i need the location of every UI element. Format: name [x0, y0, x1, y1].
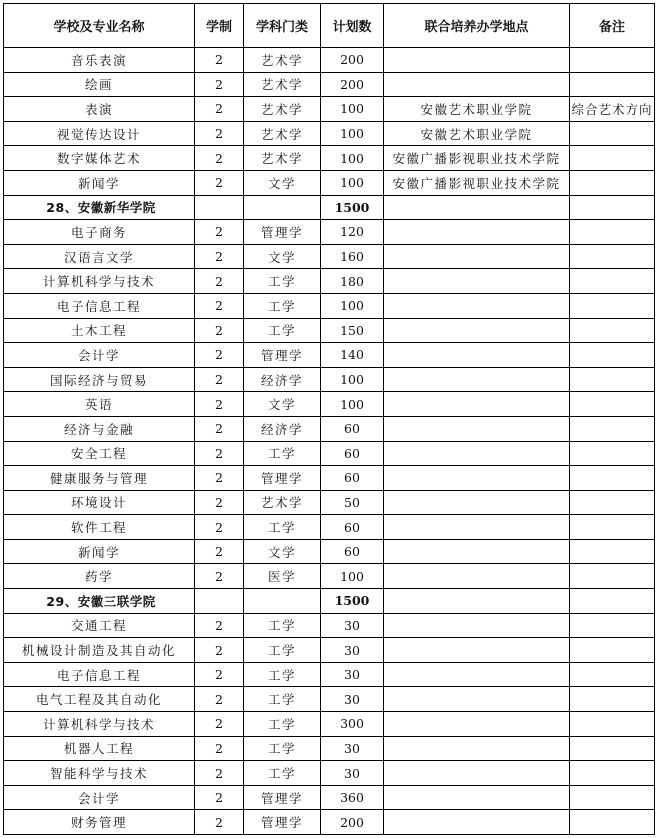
plan-count: 100: [321, 564, 384, 589]
years: 2: [195, 293, 244, 318]
major-name: 机械设计制造及其自动化: [4, 638, 195, 663]
table-row: [4, 121, 655, 146]
table-row: [4, 810, 655, 835]
table-row: [4, 441, 655, 466]
plan-count: 30: [321, 736, 384, 761]
table-row: [4, 687, 655, 712]
table-row: [4, 613, 655, 638]
major-name: 计算机科学与技术: [4, 269, 195, 294]
category: 医学: [244, 564, 321, 589]
plan-count: 200: [321, 810, 384, 835]
table-row: [4, 48, 655, 73]
plan-count: 60: [321, 515, 384, 540]
table-row: [4, 343, 655, 368]
years: 2: [195, 736, 244, 761]
plan-count: 200: [321, 48, 384, 73]
years: 2: [195, 343, 244, 368]
note: [570, 638, 655, 663]
table-row: [4, 146, 655, 171]
table-row: [4, 761, 655, 786]
plan-count: 100: [321, 121, 384, 146]
note: [570, 367, 655, 392]
school-name: 28、安徽新华学院: [4, 195, 195, 220]
years: 2: [195, 269, 244, 294]
major-name: 英语: [4, 392, 195, 417]
plan-count: 30: [321, 638, 384, 663]
years: 2: [195, 662, 244, 687]
major-name: 电子信息工程: [4, 662, 195, 687]
joint-site: [384, 220, 570, 245]
category: 管理学: [244, 343, 321, 368]
years: 2: [195, 48, 244, 73]
table-row: [4, 392, 655, 417]
table-row: [4, 220, 655, 245]
plan-count: 100: [321, 97, 384, 122]
table-row: [4, 367, 655, 392]
table-row: [4, 72, 655, 97]
category: 艺术学: [244, 490, 321, 515]
plan-count: 30: [321, 687, 384, 712]
joint-site: [384, 712, 570, 737]
joint-site: [384, 293, 570, 318]
note: 综合艺术方向: [570, 97, 655, 122]
note: [570, 195, 655, 220]
header-category: 学科门类: [244, 4, 321, 48]
table-row: [4, 662, 655, 687]
category: 文学: [244, 392, 321, 417]
header-count: 计划数: [321, 4, 384, 48]
major-name: 汉语言文学: [4, 244, 195, 269]
note: [570, 72, 655, 97]
joint-site: [384, 638, 570, 663]
plan-count: 100: [321, 392, 384, 417]
years: 2: [195, 416, 244, 441]
table-row: [4, 97, 655, 122]
major-name: 电子商务: [4, 220, 195, 245]
category: 工学: [244, 712, 321, 737]
category: 管理学: [244, 810, 321, 835]
note: [570, 466, 655, 491]
plan-count: 100: [321, 293, 384, 318]
major-name: 财务管理: [4, 810, 195, 835]
table-row: [4, 638, 655, 663]
note: [570, 121, 655, 146]
category: 工学: [244, 662, 321, 687]
category: 工学: [244, 269, 321, 294]
table-row: [4, 318, 655, 343]
category: 艺术学: [244, 72, 321, 97]
years: 2: [195, 687, 244, 712]
plan-count: 50: [321, 490, 384, 515]
note: [570, 539, 655, 564]
years: 2: [195, 244, 244, 269]
plan-count: 60: [321, 441, 384, 466]
years: 2: [195, 761, 244, 786]
years: 2: [195, 121, 244, 146]
table-row: [4, 293, 655, 318]
enrollment-plan-table: [3, 3, 655, 835]
major-name: 表演: [4, 97, 195, 122]
category: 工学: [244, 515, 321, 540]
header-school-major: 学校及专业名称: [4, 4, 195, 48]
joint-site: [384, 589, 570, 614]
category: 工学: [244, 293, 321, 318]
table-body: [4, 48, 655, 835]
table-row: [4, 416, 655, 441]
school-name: 29、安徽三联学院: [4, 589, 195, 614]
major-name: 经济与金融: [4, 416, 195, 441]
joint-site: [384, 367, 570, 392]
category: 工学: [244, 736, 321, 761]
joint-site: [384, 761, 570, 786]
plan-count: 160: [321, 244, 384, 269]
plan-count: 60: [321, 416, 384, 441]
category: 经济学: [244, 416, 321, 441]
joint-site: [384, 72, 570, 97]
plan-count: 30: [321, 761, 384, 786]
major-name: 机器人工程: [4, 736, 195, 761]
major-name: 国际经济与贸易: [4, 367, 195, 392]
joint-site: [384, 736, 570, 761]
years: 2: [195, 146, 244, 171]
category: 工学: [244, 638, 321, 663]
major-name: 健康服务与管理: [4, 466, 195, 491]
plan-count: 180: [321, 269, 384, 294]
years: 2: [195, 785, 244, 810]
joint-site: [384, 416, 570, 441]
major-name: 土木工程: [4, 318, 195, 343]
major-name: 软件工程: [4, 515, 195, 540]
joint-site: [384, 687, 570, 712]
category: 工学: [244, 441, 321, 466]
table-row: [4, 564, 655, 589]
joint-site: 安徽广播影视职业技术学院: [384, 170, 570, 195]
header-joint-site: 联合培养办学地点: [384, 4, 570, 48]
years: 2: [195, 220, 244, 245]
table-row: [4, 539, 655, 564]
years: 2: [195, 466, 244, 491]
note: [570, 490, 655, 515]
table-row: [4, 466, 655, 491]
joint-site: [384, 195, 570, 220]
note: [570, 687, 655, 712]
years: [195, 589, 244, 614]
category: 工学: [244, 687, 321, 712]
plan-count: 300: [321, 712, 384, 737]
joint-site: [384, 810, 570, 835]
plan-count: 1500: [321, 195, 384, 220]
joint-site: [384, 343, 570, 368]
section-row: [4, 589, 655, 614]
years: 2: [195, 441, 244, 466]
category: 艺术学: [244, 121, 321, 146]
note: [570, 293, 655, 318]
category: 经济学: [244, 367, 321, 392]
note: [570, 48, 655, 73]
note: [570, 220, 655, 245]
plan-count: 100: [321, 367, 384, 392]
table-row: [4, 244, 655, 269]
category: 文学: [244, 244, 321, 269]
category: 管理学: [244, 466, 321, 491]
joint-site: [384, 48, 570, 73]
plan-count: 30: [321, 662, 384, 687]
major-name: 环境设计: [4, 490, 195, 515]
header-note: 备注: [570, 4, 655, 48]
years: 2: [195, 613, 244, 638]
table-row: [4, 515, 655, 540]
note: [570, 515, 655, 540]
joint-site: [384, 318, 570, 343]
table-row: [4, 785, 655, 810]
years: 2: [195, 367, 244, 392]
major-name: 智能科学与技术: [4, 761, 195, 786]
joint-site: [384, 392, 570, 417]
major-name: 药学: [4, 564, 195, 589]
joint-site: 安徽广播影视职业技术学院: [384, 146, 570, 171]
joint-site: [384, 490, 570, 515]
plan-count: 360: [321, 785, 384, 810]
note: [570, 761, 655, 786]
note: [570, 441, 655, 466]
header-years: 学制: [195, 4, 244, 48]
joint-site: [384, 244, 570, 269]
note: [570, 613, 655, 638]
joint-site: [384, 613, 570, 638]
table-row: [4, 170, 655, 195]
category: 文学: [244, 170, 321, 195]
plan-count: 100: [321, 146, 384, 171]
major-name: 计算机科学与技术: [4, 712, 195, 737]
major-name: 电子信息工程: [4, 293, 195, 318]
major-name: 音乐表演: [4, 48, 195, 73]
plan-count: 30: [321, 613, 384, 638]
table-row: [4, 269, 655, 294]
years: 2: [195, 564, 244, 589]
note: [570, 343, 655, 368]
category: 文学: [244, 539, 321, 564]
note: [570, 712, 655, 737]
major-name: 电气工程及其自动化: [4, 687, 195, 712]
joint-site: [384, 785, 570, 810]
major-name: 数字媒体艺术: [4, 146, 195, 171]
plan-count: 150: [321, 318, 384, 343]
category: 工学: [244, 613, 321, 638]
header-row: [4, 4, 655, 48]
major-name: 新闻学: [4, 539, 195, 564]
plan-count: 60: [321, 539, 384, 564]
note: [570, 589, 655, 614]
category: [244, 589, 321, 614]
section-row: [4, 195, 655, 220]
note: [570, 810, 655, 835]
years: 2: [195, 810, 244, 835]
note: [570, 785, 655, 810]
joint-site: [384, 441, 570, 466]
plan-count: 100: [321, 170, 384, 195]
plan-count: 140: [321, 343, 384, 368]
years: 2: [195, 712, 244, 737]
note: [570, 416, 655, 441]
years: 2: [195, 97, 244, 122]
category: 管理学: [244, 785, 321, 810]
years: [195, 195, 244, 220]
note: [570, 244, 655, 269]
note: [570, 736, 655, 761]
plan-count: 200: [321, 72, 384, 97]
category: 艺术学: [244, 97, 321, 122]
plan-count: 1500: [321, 589, 384, 614]
years: 2: [195, 72, 244, 97]
years: 2: [195, 392, 244, 417]
joint-site: [384, 466, 570, 491]
category: 工学: [244, 318, 321, 343]
plan-count: 60: [321, 466, 384, 491]
years: 2: [195, 490, 244, 515]
joint-site: [384, 269, 570, 294]
joint-site: [384, 515, 570, 540]
note: [570, 269, 655, 294]
joint-site: [384, 564, 570, 589]
major-name: 交通工程: [4, 613, 195, 638]
table-row: [4, 736, 655, 761]
note: [570, 662, 655, 687]
years: 2: [195, 515, 244, 540]
category: 管理学: [244, 220, 321, 245]
plan-count: 120: [321, 220, 384, 245]
note: [570, 392, 655, 417]
note: [570, 318, 655, 343]
major-name: 新闻学: [4, 170, 195, 195]
note: [570, 170, 655, 195]
major-name: 视觉传达设计: [4, 121, 195, 146]
joint-site: [384, 662, 570, 687]
table-row: [4, 712, 655, 737]
major-name: 会计学: [4, 785, 195, 810]
note: [570, 146, 655, 171]
category: 艺术学: [244, 48, 321, 73]
joint-site: [384, 539, 570, 564]
major-name: 安全工程: [4, 441, 195, 466]
major-name: 会计学: [4, 343, 195, 368]
joint-site: 安徽艺术职业学院: [384, 121, 570, 146]
years: 2: [195, 539, 244, 564]
years: 2: [195, 170, 244, 195]
note: [570, 564, 655, 589]
years: 2: [195, 638, 244, 663]
table-row: [4, 490, 655, 515]
years: 2: [195, 318, 244, 343]
major-name: 绘画: [4, 72, 195, 97]
category: [244, 195, 321, 220]
joint-site: 安徽艺术职业学院: [384, 97, 570, 122]
category: 工学: [244, 761, 321, 786]
category: 艺术学: [244, 146, 321, 171]
